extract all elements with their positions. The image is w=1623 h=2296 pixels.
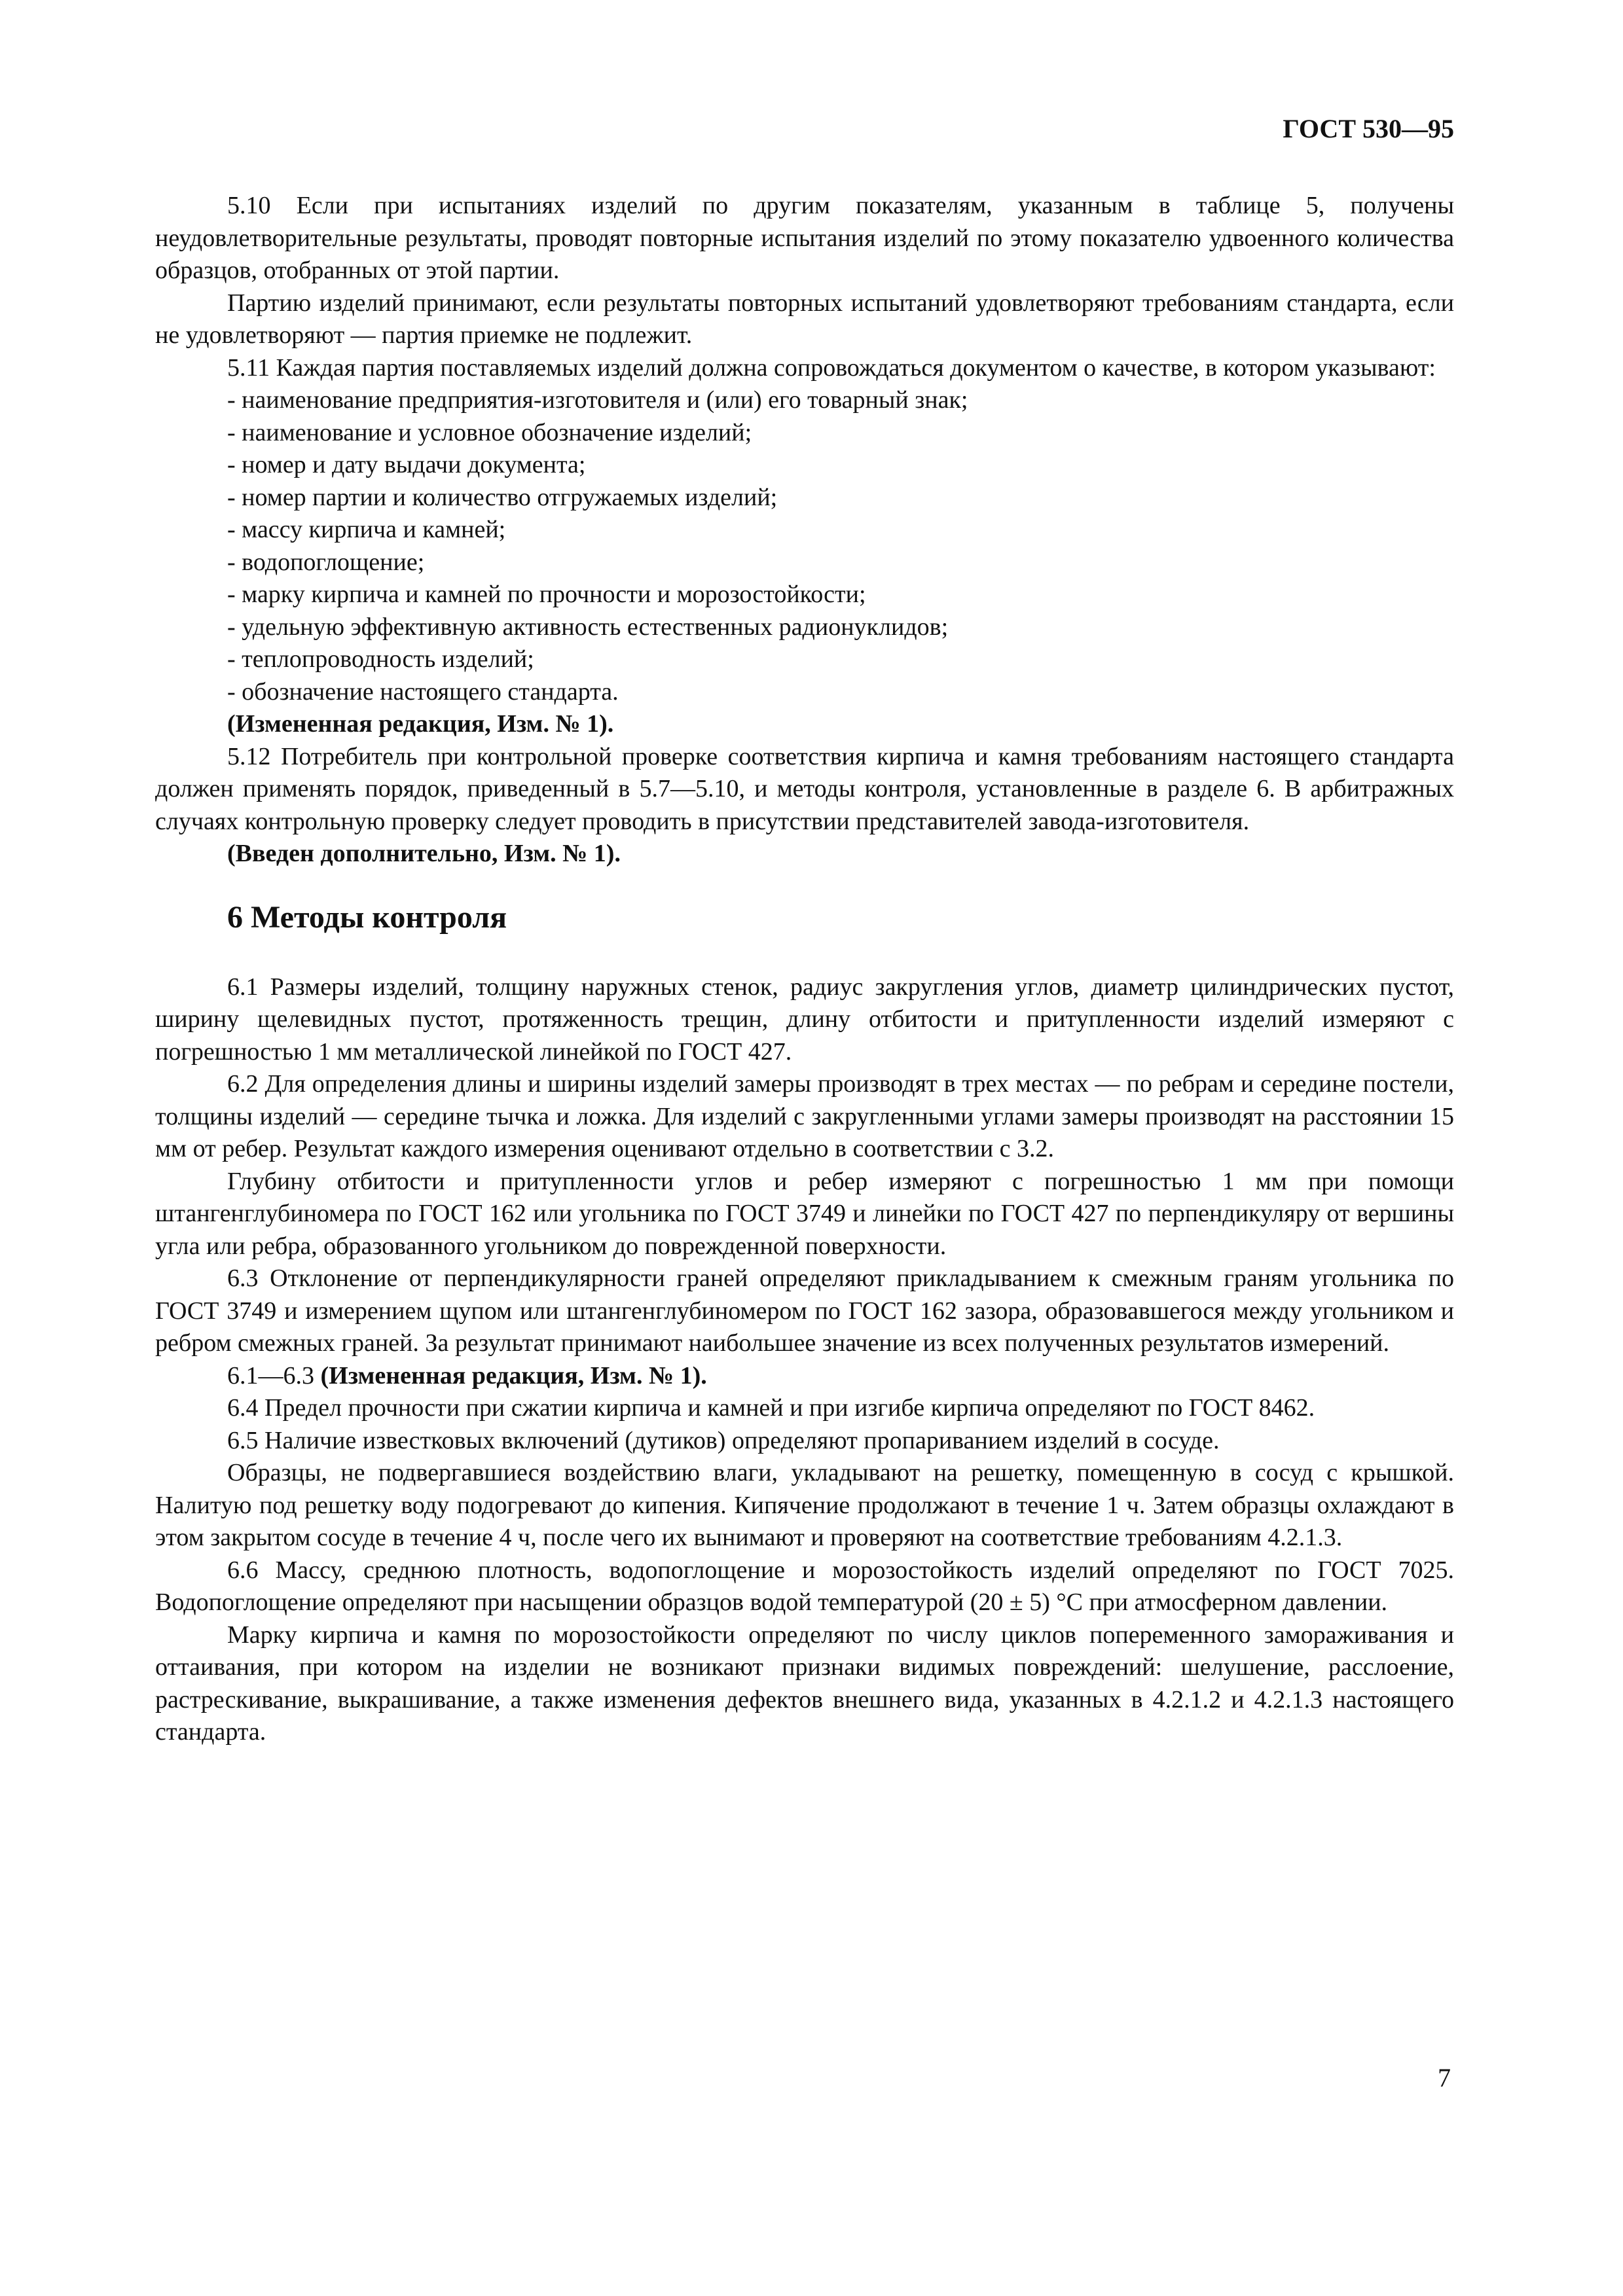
clause-5-11: 5.11 Каждая партия поставляемых изделий должна сопровождаться документом о качестве, в котором указывают: bbox=[227, 353, 1436, 382]
paragraph-batch-acceptance: Партию изделий принимают, если результаты повторных испытаний удовлетворяют требованиям стандарта, если не удовлетворяют — партия приемке не подлежит. bbox=[155, 289, 1454, 349]
list-item: - наименование предприятия-изготовителя и (или) его товарный знак; bbox=[227, 386, 968, 414]
list-item: - удельную эффективную активность естественных радионуклидов; bbox=[227, 613, 949, 641]
paragraph-frost-resistance: Марку кирпича и камня по морозостойкости определяют по числу циклов попеременного замораживания и оттаивания, при котором на изделии не возникают признаки видимых повреждений: шелушение, расслоение, растрескивание, выкрашивание, а также изменения дефектов внешнего вида, указанных в 4.2.1.2 и 4.2.1.3 настоящего стандарта. bbox=[155, 1621, 1454, 1746]
list-item: - номер и дату выдачи документа; bbox=[227, 451, 586, 478]
list-item: - массу кирпича и камней; bbox=[227, 516, 506, 543]
clause-range: 6.1—6.3 bbox=[227, 1361, 314, 1390]
paragraph-samples: Образцы, не подвергавшиеся воздействию влаги, укладывают на решетку, помещенную в сосуд с крышкой. Налитую под решетку воду подогревают до кипения. Кипячение продолжают в течение 1 ч. Затем образцы охлаждают в этом закрытом сосуде в течение 4 ч, после чего их вынимают и проверяют на соответствие требованиям 4.2.1.3. bbox=[155, 1459, 1454, 1551]
clause-6-4: 6.4 Предел прочности при сжатии кирпича и камней и при изгибе кирпича определяют по ГОСТ 8462. bbox=[227, 1394, 1315, 1422]
page-number: 7 bbox=[1438, 2063, 1451, 2092]
clause-5-12: 5.12 Потребитель при контрольной проверке соответствия кирпича и камня требованиям настоящего стандарта должен применять порядок, приведенный в 5.7—5.10, и методы контроля, установленные в разделе 6. В арбитражных случаях контрольную проверку следует проводить в присутствии представителей завода-изготовителя. bbox=[155, 742, 1454, 835]
page-content bbox=[155, 190, 1454, 1749]
clause-6-6: 6.6 Массу, среднюю плотность, водопоглощение и морозостойкость изделий определяют по ГОСТ 7025. Водопоглощение определяют при насыщении образцов водой температурой (20 ± 5) °С при атмосферном давлении. bbox=[155, 1556, 1454, 1616]
list-item: - теплопроводность изделий; bbox=[227, 645, 534, 673]
list-item: - водопоглощение; bbox=[227, 548, 425, 576]
list-item: - марку кирпича и камней по прочности и морозостойкости; bbox=[227, 581, 866, 608]
amendment-note: (Измененная редакция, Изм. № 1). bbox=[227, 710, 614, 738]
paragraph-depth-measurement: Глубину отбитости и притупленности углов и ребер измеряют с погрешностью 1 мм при помощи штангенглубиномера по ГОСТ 162 или угольника по ГОСТ 3749 и линейки по ГОСТ 427 по перпендикуляру от вершины угла или ребра, образованного угольником до поврежденной поверхности. bbox=[155, 1167, 1454, 1260]
amendment-note-6-1-6-3 bbox=[155, 1360, 1454, 1393]
section-heading: 6 Методы контроля bbox=[227, 899, 507, 935]
clause-6-3: 6.3 Отклонение от перпендикулярности граней определяют прикладыванием к смежным граням угольника по ГОСТ 3749 и измерением щупом или штангенглубиномером по ГОСТ 162 зазора, образовавшегося между угольником и ребром смежных граней. За результат принимают наибольшее значение из всех полученных результатов измерений. bbox=[155, 1265, 1454, 1357]
list-item: - наименование и условное обозначение изделий; bbox=[227, 418, 752, 446]
list-item: - номер партии и количество отгружаемых изделий; bbox=[227, 483, 778, 511]
clause-6-2: 6.2 Для определения длины и ширины изделий замеры производят в трех местах — по ребрам и середине постели, толщины изделий — середине тычка и ложка. Для изделий с закругленными углами замеры производят на расстоянии 15 мм от ребер. Результат каждого измерения оценивают отдельно в соответствии с 3.2. bbox=[155, 1070, 1454, 1162]
clause-5-10: 5.10 Если при испытаниях изделий по другим показателям, указанным в таблице 5, получены неудовлетворительные результаты, проводят повторные испытания изделий по этому показателю удвоенного количества образцов, отобранных от этой партии. bbox=[155, 192, 1454, 284]
clause-6-1: 6.1 Размеры изделий, толщину наружных стенок, радиус закругления углов, диаметр цилиндрических пустот, ширину щелевидных пустот, протяженность трещин, длину отбитости и притупленности изделий измеряют с погрешностью 1 мм металлической линейкой по ГОСТ 427. bbox=[155, 973, 1454, 1066]
clause-6-5: 6.5 Наличие известковых включений (дутиков) определяют пропариванием изделий в сосуде. bbox=[227, 1426, 1220, 1454]
standard-header: ГОСТ 530—95 bbox=[1283, 114, 1454, 143]
quality-document-list bbox=[155, 384, 1454, 708]
list-item: - обозначение настоящего стандарта. bbox=[227, 677, 619, 706]
addition-note: (Введен дополнительно, Изм. № 1). bbox=[227, 840, 621, 867]
amendment-label: (Измененная редакция, Изм. № 1). bbox=[320, 1361, 707, 1390]
